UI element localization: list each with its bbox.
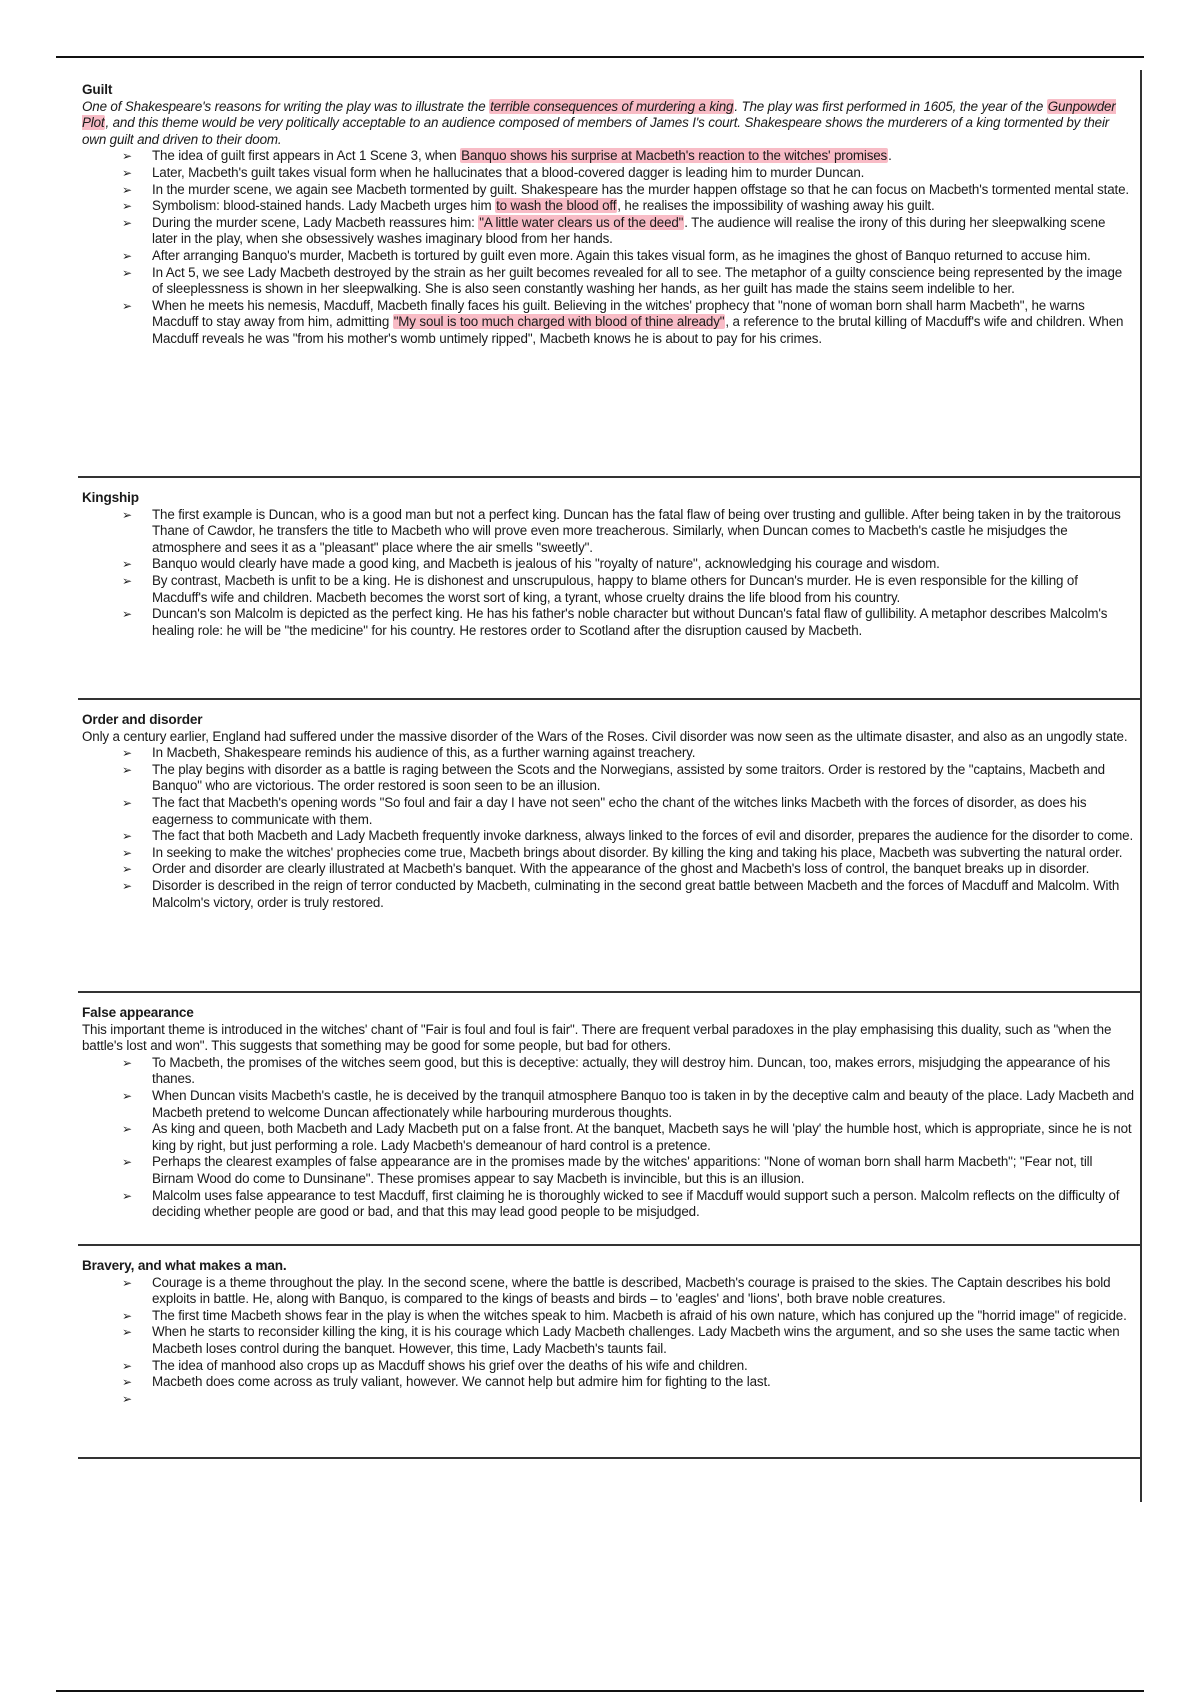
arrow-bullet-icon: ➢ (122, 507, 132, 522)
arrow-bullet-icon: ➢ (122, 265, 132, 280)
bullet-list (82, 745, 1134, 911)
list-item: ➢ The idea of guilt first appears in Act 1 Scene 3, when Banquo shows his surprise at Macbeth's reaction to the witches' promises. (122, 148, 892, 164)
arrow-bullet-icon: ➢ (122, 1325, 132, 1340)
list-item: ➢ The play begins with disorder as a battle is raging between the Scots and the Norwegians, assisted by some traitors. Order is restored by the "captains, Macbeth and Banquo" who are victorious. The order restored is soon seen to be an illusion. (122, 761, 1105, 794)
list-item: ➢ The first time Macbeth shows fear in the play is when the witches speak to him. Macbeth is afraid of his own nature, which has conjured up the "horrid image" of regicide. (122, 1307, 1127, 1323)
arrow-bullet-icon: ➢ (122, 845, 132, 860)
section-guilt (78, 70, 1140, 478)
arrow-bullet-icon: ➢ (122, 165, 132, 180)
list-item: ➢ As king and queen, both Macbeth and Lady Macbeth put on a false front. At the banquet, Macbeth says he will 'play' the humble host, which is appropriate, since he is not king by right, but just performing a role. Lady Macbeth's demeanour of hard control is a pretence. (122, 1121, 1132, 1153)
list-item: ➢ Courage is a theme throughout the play. In the second scene, where the battle is described, Macbeth's courage is praised to the skies. The Captain describes his bold exploits in battle. He, along with Banquo, is compared to the kings of beasts and birds – to 'eagles' and 'lions', both brave noble creatures. (122, 1274, 1111, 1307)
section-heading: False appearance (82, 1005, 194, 1020)
list-item: ➢ When Duncan visits Macbeth's castle, he is deceived by the tranquil atmosphere Banquo too is taken in by the deceptive calm and beauty of the place. Lady Macbeth and Macbeth pretend to welcome Duncan affectionately while harbouring murderous thoughts. (122, 1087, 1134, 1120)
arrow-bullet-icon: ➢ (122, 248, 132, 263)
arrow-bullet-icon: ➢ (122, 557, 132, 572)
arrow-bullet-icon: ➢ (122, 762, 132, 777)
highlight: to wash the blood off (496, 198, 617, 214)
arrow-bullet-icon: ➢ (122, 1188, 132, 1203)
highlight: terrible consequences of murdering a king (490, 98, 734, 114)
list-item: ➢ The fact that both Macbeth and Lady Macbeth frequently invoke darkness, always linked to the forces of evil and disorder, prepares the audience for the disorder to come. (122, 828, 1134, 844)
top-rule (56, 56, 1144, 58)
arrow-bullet-icon: ➢ (122, 862, 132, 877)
arrow-bullet-icon: ➢ (122, 215, 132, 230)
list-item: ➢ Macbeth does come across as truly valiant, however. We cannot help but admire him for fighting to the last. (122, 1374, 771, 1390)
bottom-rule (56, 1690, 1144, 1692)
list-item: ➢ The first example is Duncan, who is a good man but not a perfect king. Duncan has the fatal flaw of being over trusting and gullible. After being taken in by the traitorous Thane of Cawdor, he transfers the title to Macbeth who will prove even more treacherous. Similarly, when Duncan comes to Macbeth's castle he misjudges the atmosphere and sees it as a "pleasant" place where the air smells "sweetly". (122, 506, 1121, 555)
bullet-list (82, 148, 1134, 347)
list-item: ➢ Duncan's son Malcolm is depicted as the perfect king. He has his father's noble character but without Duncan's fatal flaw of gullibility. A metaphor describes Malcolm's healing role: he will be "the medicine" for his country. He restores order to Scotland after the disruption caused by Macbeth. (122, 606, 1108, 638)
arrow-bullet-icon: ➢ (122, 829, 132, 844)
notes-page (78, 70, 1142, 1502)
arrow-bullet-icon: ➢ (122, 199, 132, 214)
arrow-bullet-icon: ➢ (122, 878, 132, 893)
list-item: ➢ In the murder scene, we again see Macbeth tormented by guilt. Shakespeare has the murder happen offstage so that he can focus on Macbeth's tormented mental state. (122, 181, 1129, 197)
section-intro: One of Shakespeare's reasons for writing the play was to illustrate the terrible consequences of murdering a king. The play was first performed in 1605, the year of the Gunpowder Plot, and this theme would be very politically acceptable to an audience composed of members of James I's court. Shakespeare shows the murderers of a king tormented by their own guilt and driven to their doom. (82, 98, 1116, 147)
bullet-list (82, 507, 1134, 640)
list-item: ➢ The fact that Macbeth's opening words "So foul and fair a day I have not seen" echo the chant of the witches links Macbeth with the forces of disorder, as does his eagerness to communicate with them. (122, 794, 1087, 827)
arrow-bullet-icon: ➢ (122, 1088, 132, 1103)
arrow-bullet-icon: ➢ (122, 1391, 132, 1406)
arrow-bullet-icon: ➢ (122, 1122, 132, 1137)
section-heading: Kingship (82, 490, 139, 505)
list-item: ➢ To Macbeth, the promises of the witches seem good, but this is deceptive: actually, they will destroy him. Duncan, too, makes errors, misjudging the appearance of his thanes. (122, 1054, 1111, 1087)
list-item: ➢ Order and disorder are clearly illustrated at Macbeth's banquet. With the appearance of the ghost and Macbeth's loss of control, the banquet breaks up in disorder. (122, 861, 1090, 877)
list-item: ➢ When he meets his nemesis, Macduff, Macbeth finally faces his guilt. Believing in the witches' prophecy that "none of woman born shall harm Macbeth", he warns Macduff to stay away from him, admitting "My soul is too much charged with blood of thine already", a reference to the brutal killing of Macduff's wife and children. When Macduff reveals he was "from his mother's womb untimely ripped", Macbeth knows he is about to pay for his crimes. (122, 297, 1124, 346)
bullet-list (82, 1274, 1134, 1406)
list-item: ➢ Disorder is described in the reign of terror conducted by Macbeth, culminating in the second great battle between Macbeth and the forces of Macduff and Malcolm. With Malcolm's victory, order is truly restored. (122, 877, 1120, 910)
arrow-bullet-icon: ➢ (122, 573, 132, 588)
list-item: ➢ Later, Macbeth's guilt takes visual form when he hallucinates that a blood-covered dagger is leading him to murder Duncan. (122, 164, 865, 180)
list-item: ➢ In Macbeth, Shakespeare reminds his audience of this, as a further warning against treachery. (122, 745, 696, 761)
list-item: ➢ Malcolm uses false appearance to test Macduff, first claiming he is thoroughly wicked to see if Macduff would support such a person. Malcolm reflects on the difficulty of deciding whether people are good or bad, and that this may lead good people to be misjudged. (122, 1187, 1120, 1220)
arrow-bullet-icon: ➢ (122, 149, 132, 164)
arrow-bullet-icon: ➢ (122, 182, 132, 197)
arrow-bullet-icon: ➢ (122, 1358, 132, 1373)
section-heading: Bravery, and what makes a man. (82, 1258, 287, 1273)
list-item: ➢ In Act 5, we see Lady Macbeth destroyed by the strain as her guilt becomes revealed for all to see. The metaphor of a guilty conscience being represented by the image of sleeplessness is shown in her sleepwalking. She is also seen constantly washing her hands, as her guilt has made the stains seem indelible to her. (122, 264, 1123, 297)
section-kingship (78, 478, 1140, 700)
arrow-bullet-icon: ➢ (122, 746, 132, 761)
arrow-bullet-icon: ➢ (122, 1055, 132, 1070)
highlight: Gunpowder Plot (82, 98, 1116, 131)
section-intro: Only a century earlier, England had suffered under the massive disorder of the Wars of the Roses. Civil disorder was now seen as the ultimate disaster, and also as an ungodly state. (82, 728, 1128, 744)
list-item: ➢ The idea of manhood also crops up as Macduff shows his grief over the deaths of his wife and children. (122, 1357, 748, 1373)
list-item: ➢ In seeking to make the witches' prophecies come true, Macbeth brings about disorder. By killing the king and taking his place, Macbeth was subverting the natural order. (122, 844, 1123, 860)
arrow-bullet-icon: ➢ (122, 795, 132, 810)
list-item: ➢ Banquo would clearly have made a good king, and Macbeth is jealous of his "royalty of nature", acknowledging his courage and wisdom. (122, 556, 940, 572)
highlight: Banquo shows his surprise at Macbeth's reaction to the witches' promises (461, 148, 888, 164)
list-item: ➢ Symbolism: blood-stained hands. Lady Macbeth urges him to wash the blood off, he realises the impossibility of washing away his guilt. (122, 198, 935, 214)
list-item: ➢ Perhaps the clearest examples of false appearance are in the promises made by the witches' apparitions: "None of woman born shall harm Macbeth"; "Fear not, till Birnam Wood do come to Dunsinane". These promises appear to say Macbeth is invincible, but this is an illusion. (122, 1154, 1093, 1186)
list-item: ➢ By contrast, Macbeth is unfit to be a king. He is dishonest and unscrupulous, happy to blame others for Duncan's murder. He is even responsible for the killing of Macduff's wife and children. Macbeth becomes the worst sort of king, a tyrant, whose cruelty drains the life blood from his country. (122, 572, 1078, 605)
highlight: "A little water clears us of the deed" (479, 214, 684, 230)
section-false-appearance (78, 993, 1140, 1246)
section-order-disorder (78, 700, 1140, 993)
section-heading: Order and disorder (82, 712, 203, 727)
list-item: ➢ After arranging Banquo's murder, Macbeth is tortured by guilt even more. Again this takes visual form, as he imagines the ghost of Banquo returned to accuse him. (122, 247, 1091, 263)
arrow-bullet-icon: ➢ (122, 1155, 132, 1170)
list-item: ➢ When he starts to reconsider killing the king, it is his courage which Lady Macbeth challenges. Lady Macbeth wins the argument, and so she uses the same tactic when Macbeth loses control during the banquet. However, this time, Lady Macbeth's taunts fail. (122, 1324, 1120, 1356)
section-heading: Guilt (82, 82, 113, 97)
arrow-bullet-icon: ➢ (122, 1275, 132, 1290)
list-item: ➢ During the murder scene, Lady Macbeth reassures him: "A little water clears us of the deed". The audience will realise the irony of this during her sleepwalking scene later in the play, when she obsessively washes imaginary blood from her hands. (122, 214, 1106, 247)
arrow-bullet-icon: ➢ (122, 607, 132, 622)
arrow-bullet-icon: ➢ (122, 298, 132, 313)
arrow-bullet-icon: ➢ (122, 1308, 132, 1323)
bullet-list (82, 1055, 1134, 1221)
section-intro: This important theme is introduced in the witches' chant of "Fair is foul and foul is fair". There are frequent verbal paradoxes in the play emphasising this duality, such as "when the battle's lost and won". This suggests that something may be good for some people, but bad for others. (82, 1021, 1112, 1054)
arrow-bullet-icon: ➢ (122, 1375, 132, 1390)
highlight: "My soul is too much charged with blood of thine already" (393, 314, 725, 330)
section-bravery (78, 1246, 1140, 1459)
